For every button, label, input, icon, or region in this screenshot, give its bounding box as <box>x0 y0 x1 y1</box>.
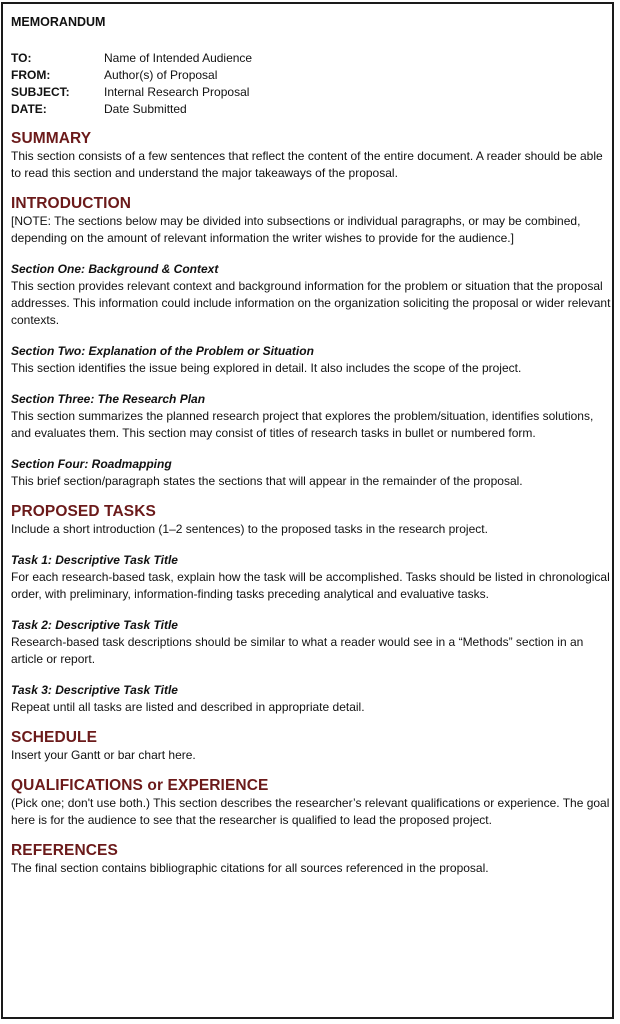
section-two-text: This section identifies the issue being explored in detail. It also includes the scope of the project. <box>11 361 522 375</box>
memo-header-row <box>11 67 611 84</box>
header-key-subject: SUBJECT: <box>11 85 70 99</box>
section-one-text: This section provides relevant context and background information for the problem or situation that the proposal addresses. This information could include information on the organization soliciting the proposal or wider relevant contexts. <box>11 279 611 327</box>
section-one-title: Section One: Background & Context <box>11 262 219 276</box>
task-1-title: Task 1: Descriptive Task Title <box>11 553 178 567</box>
proposed-tasks-heading: PROPOSED TASKS <box>11 503 156 520</box>
task-1-text: For each research-based task, explain how the task will be accomplished. Tasks should be listed in chronological order, with preliminary, information-finding tasks preceding analytical and evaluative tasks. <box>11 570 610 601</box>
section-three-text: This section summarizes the planned research project that explores the problem/situation, identifies solutions, and evaluates them. This section may consist of titles of research tasks in bullet or numbered form. <box>11 409 594 440</box>
task-2-title: Task 2: Descriptive Task Title <box>11 618 178 632</box>
task-3-title: Task 3: Descriptive Task Title <box>11 683 178 697</box>
section-three-title: Section Three: The Research Plan <box>11 392 206 406</box>
task-2-text: Research-based task descriptions should be similar to what a reader would see in a “Methods” section in an article or report. <box>11 635 584 666</box>
header-key-to: TO: <box>11 51 32 65</box>
memo-header-row <box>11 50 611 67</box>
introduction-heading: INTRODUCTION <box>11 195 132 212</box>
summary-text: This section consists of a few sentences that reflect the content of the entire document. A reader should be able to read this section and understand the major takeaways of the proposal. <box>11 149 603 180</box>
memo-header-row <box>11 101 611 118</box>
summary-heading: SUMMARY <box>11 130 92 147</box>
section-four-text: This brief section/paragraph states the sections that will appear in the remainder of the proposal. <box>11 474 523 488</box>
schedule-heading: SCHEDULE <box>11 729 98 746</box>
qualifications-text: (Pick one; don't use both.) This section describes the researcher’s relevant qualifications or experience. The goal here is for the audience to see that the researcher is qualified to lead the proposed project. <box>11 796 610 827</box>
header-value-from: Author(s) of Proposal <box>104 68 218 82</box>
memo-document <box>11 14 611 877</box>
proposed-tasks-intro: Include a short introduction (1–2 sentences) to the proposed tasks in the research project. <box>11 522 488 536</box>
qualifications-heading: QUALIFICATIONS or EXPERIENCE <box>11 777 269 794</box>
section-two-title: Section Two: Explanation of the Problem or Situation <box>11 344 314 358</box>
section-four-title: Section Four: Roadmapping <box>11 457 172 471</box>
schedule-text: Insert your Gantt or bar chart here. <box>11 748 196 762</box>
header-key-from: FROM: <box>11 68 51 82</box>
document-frame <box>1 2 614 1019</box>
introduction-note: [NOTE: The sections below may be divided into subsections or individual paragraphs, or may be combined, depending on the amount of relevant information the writer wishes to provide for the audience.] <box>11 214 581 245</box>
memo-header-row <box>11 84 611 101</box>
header-value-subject: Internal Research Proposal <box>104 85 250 99</box>
header-value-date: Date Submitted <box>104 102 187 116</box>
header-key-date: DATE: <box>11 102 47 116</box>
references-text: The final section contains bibliographic citations for all sources referenced in the proposal. <box>11 861 489 875</box>
references-heading: REFERENCES <box>11 842 118 859</box>
header-value-to: Name of Intended Audience <box>104 51 253 65</box>
memo-header <box>11 50 611 118</box>
memo-title: MEMORANDUM <box>11 15 106 29</box>
task-3-text: Repeat until all tasks are listed and described in appropriate detail. <box>11 700 365 714</box>
